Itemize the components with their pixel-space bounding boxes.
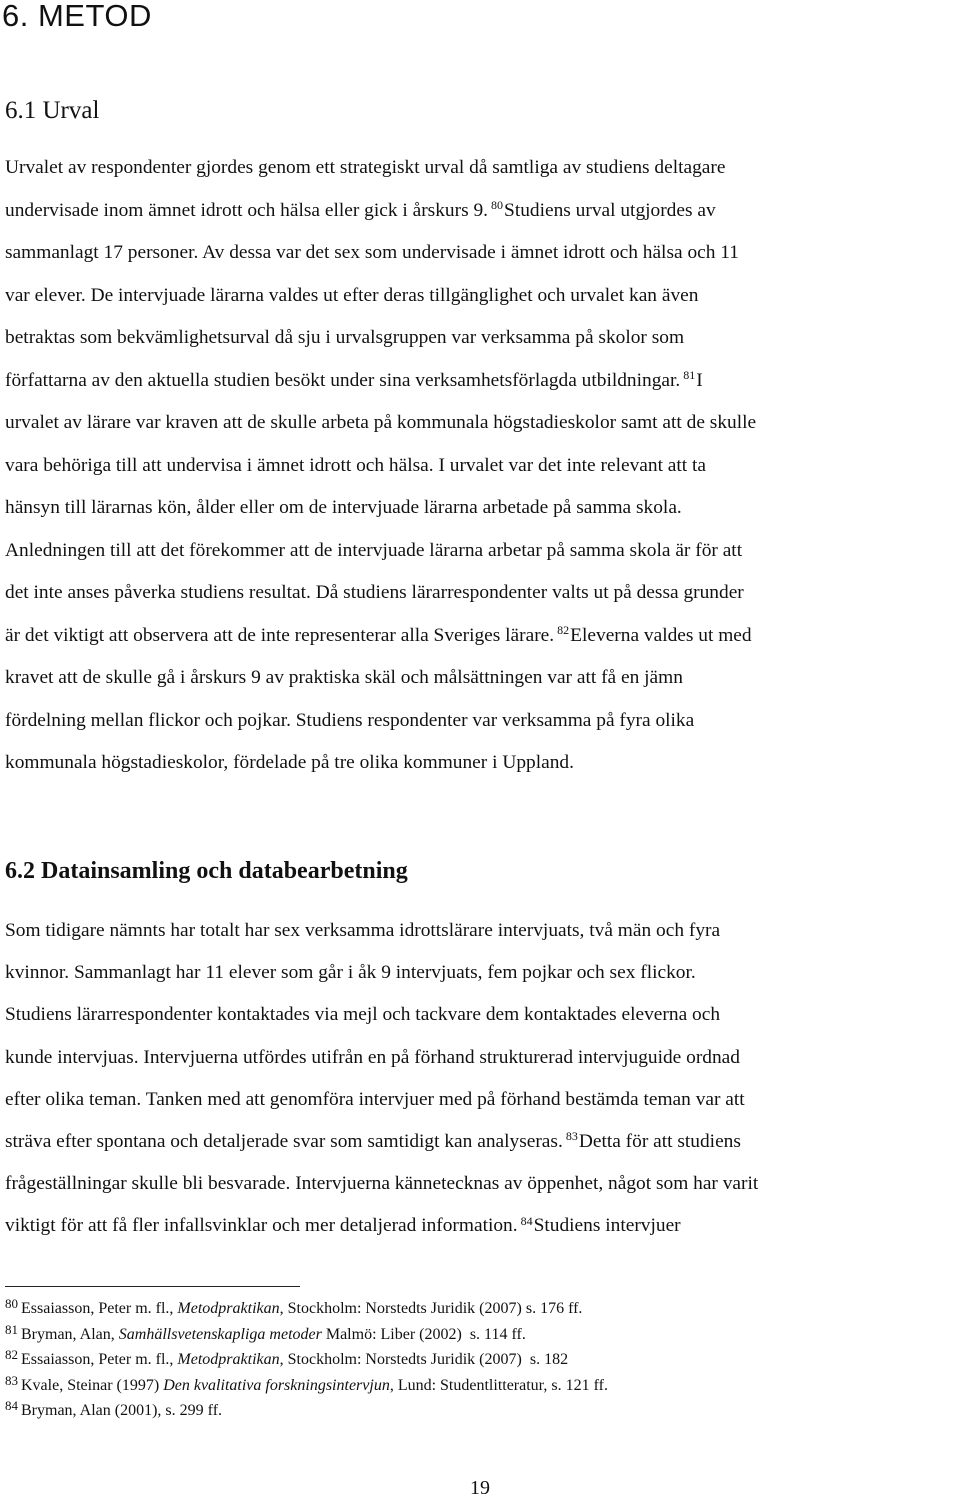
text-line-content: viktigt för att få fler infallsvinklar och mer detaljerad information. [5,1215,518,1237]
text-line [5,707,694,735]
footnote-item [5,1321,526,1346]
text-line-content: kommunala högstadieskolor, fördelade på tre olika kommuner i Uppland. [5,752,574,773]
text-line [5,917,720,945]
text-line [5,494,682,522]
text-line-content: Anledningen till att det förekommer att de intervjuade lärarna arbetar på samma skola är för att [5,539,743,561]
text-line [5,664,683,692]
footnote-text-rest: , Stockholm: Norstedts Juridik (2007) s. 182 [279,1351,569,1368]
footnote-number: 84 [5,1398,18,1413]
footnote-item [5,1349,568,1371]
section-heading-datainsamling: 6.2 Datainsamling och databearbetning [5,858,408,884]
footnote-number: 81 [5,1321,18,1337]
footnote-text: Bryman, Alan (2001), s. 299 ff. [21,1402,223,1419]
footnote-reference[interactable]: 83 [565,1129,578,1144]
footnote-title: Metodpraktikan [177,1300,280,1317]
chapter-heading: 6. METOD [2,0,152,33]
text-line [5,154,725,182]
text-line-continuation: Eleverna valdes ut med [570,624,752,646]
footnote-reference[interactable]: 80 [491,197,504,212]
text-line [5,749,574,777]
text-line-content: undervisade inom ämnet idrott och hälsa eller gick i årskurs 9. [5,199,489,221]
page-number: 19 [470,1477,490,1499]
text-line-content: urvalet av lärare var kraven att de skulle arbeta på kommunala högstadieskolor samt att de skulle [5,412,757,433]
text-line-content: författarna av den aktuella studien besökt under sina verksamhetsförlagda utbildningar. [5,369,681,391]
footnote-number: 80 [5,1296,18,1311]
text-line-content: sträva efter spontana och detaljerade svar som samtidigt kan analyseras. [5,1131,563,1152]
footnote-number: 82 [5,1347,18,1362]
text-line-content: efter olika teman. Tanken med att genomföra intervjuer med på förhand bestämda teman var att [5,1088,745,1110]
footnote-text: Essaiasson, Peter m. fl., [21,1300,178,1317]
text-line-content: vara behöriga till att undervisa i ämnet idrott och hälsa. I urvalet var det inte relevant att ta [5,454,707,476]
text-line-content: hänsyn till lärarnas kön, ålder eller om de intervjuade lärarna arbetade på samma skola. [5,497,682,518]
text-line-content: är det viktigt att observera att de inte representerar alla Sveriges lärare. [5,624,555,646]
footnote-item [5,1298,582,1320]
text-line [5,959,696,987]
text-line-continuation: Studiens intervjuer [533,1215,681,1237]
footnote-title: Den kvalitativa forskningsintervjun [163,1376,390,1394]
text-line-content: var elever. De intervjuade lärarna valdes ut efter deras tillgänglighet och urvalet kan även [5,284,699,306]
text-line [5,324,684,352]
text-line [5,1212,681,1240]
text-line [5,1001,720,1029]
text-line-content: Som tidigare nämnts har totalt har sex verksamma idrottslärare intervjuats, två män och fyra [5,920,721,941]
footnote-title: Metodpraktikan [177,1351,280,1368]
section-heading-urval: 6.1 Urval [5,97,100,124]
text-line-content: kvinnor. Sammanlagt har 11 elever som går i åk 9 intervjuats, fem pojkar och sex flickor. [5,962,696,984]
text-line-content: kravet att de skulle gå i årskurs 9 av praktiska skäl och målsättningen var att få en jämn [5,667,683,688]
footnote-text-rest: , Lund: Studentlitteratur, s. 121 ff. [389,1376,608,1394]
footnote-text: Essaiasson, Peter m. fl., [21,1351,178,1368]
footnote-title: Samhällsvetenskapliga metoder [118,1325,322,1343]
text-line [5,1044,740,1072]
text-line [5,622,752,650]
text-line-continuation: Detta för att studiens [578,1131,741,1152]
text-line [5,579,744,607]
text-line-content: frågeställningar skulle bli besvarade. Intervjuerna kännetecknas av öppenhet, något som har varit [5,1173,759,1195]
text-line [5,1170,758,1198]
text-line-content: sammanlagt 17 personer. Av dessa var det sex som undervisade i ämnet idrott och hälsa och 11 [5,242,739,263]
text-line-continuation: I [696,369,703,391]
text-line-content: Studiens lärarrespondenter kontaktades via mejl och tackvare dem kontaktades eleverna och [5,1004,721,1026]
text-line [5,409,756,437]
text-line-content: Urvalet av respondenter gjordes genom ett strategiskt urval då samtliga av studiens deltagare [5,157,726,178]
footnote-text-rest: , Stockholm: Norstedts Juridik (2007) s. 176 ff. [279,1300,583,1317]
footnote-item [5,1372,608,1397]
text-line [5,537,742,565]
text-line [5,367,703,395]
footnote-reference[interactable]: 84 [520,1213,533,1228]
footnote-reference[interactable]: 81 [683,367,696,382]
text-line-content: det inte anses påverka studiens resultat. Då studiens lärarrespondenter valts ut på dessa grunder [5,582,744,603]
text-line [5,197,716,225]
footnote-reference[interactable]: 82 [557,622,570,637]
text-line [5,239,739,267]
text-line-content: betraktas som bekvämlighetsurval då sju i urvalsgruppen var verksamma på skolor som [5,327,685,348]
footnote-separator [5,1286,300,1287]
footnote-item [5,1400,222,1422]
footnote-number: 83 [5,1372,18,1388]
footnote-text: Bryman, Alan, [21,1325,119,1343]
text-line [5,1128,741,1156]
footnote-text-rest: Malmö: Liber (2002) s. 114 ff. [321,1325,526,1343]
text-line-continuation: Studiens urval utgjordes av [504,199,716,221]
text-line [5,1086,745,1114]
text-line [5,452,706,480]
footnote-text: Kvale, Steinar (1997) [21,1376,164,1394]
text-line-content: kunde intervjuas. Intervjuerna utfördes utifrån en på förhand strukturerad intervjuguide ordnad [5,1046,740,1068]
text-line-content: fördelning mellan flickor och pojkar. Studiens respondenter var verksamma på fyra olika [5,709,695,731]
text-line [5,282,698,310]
